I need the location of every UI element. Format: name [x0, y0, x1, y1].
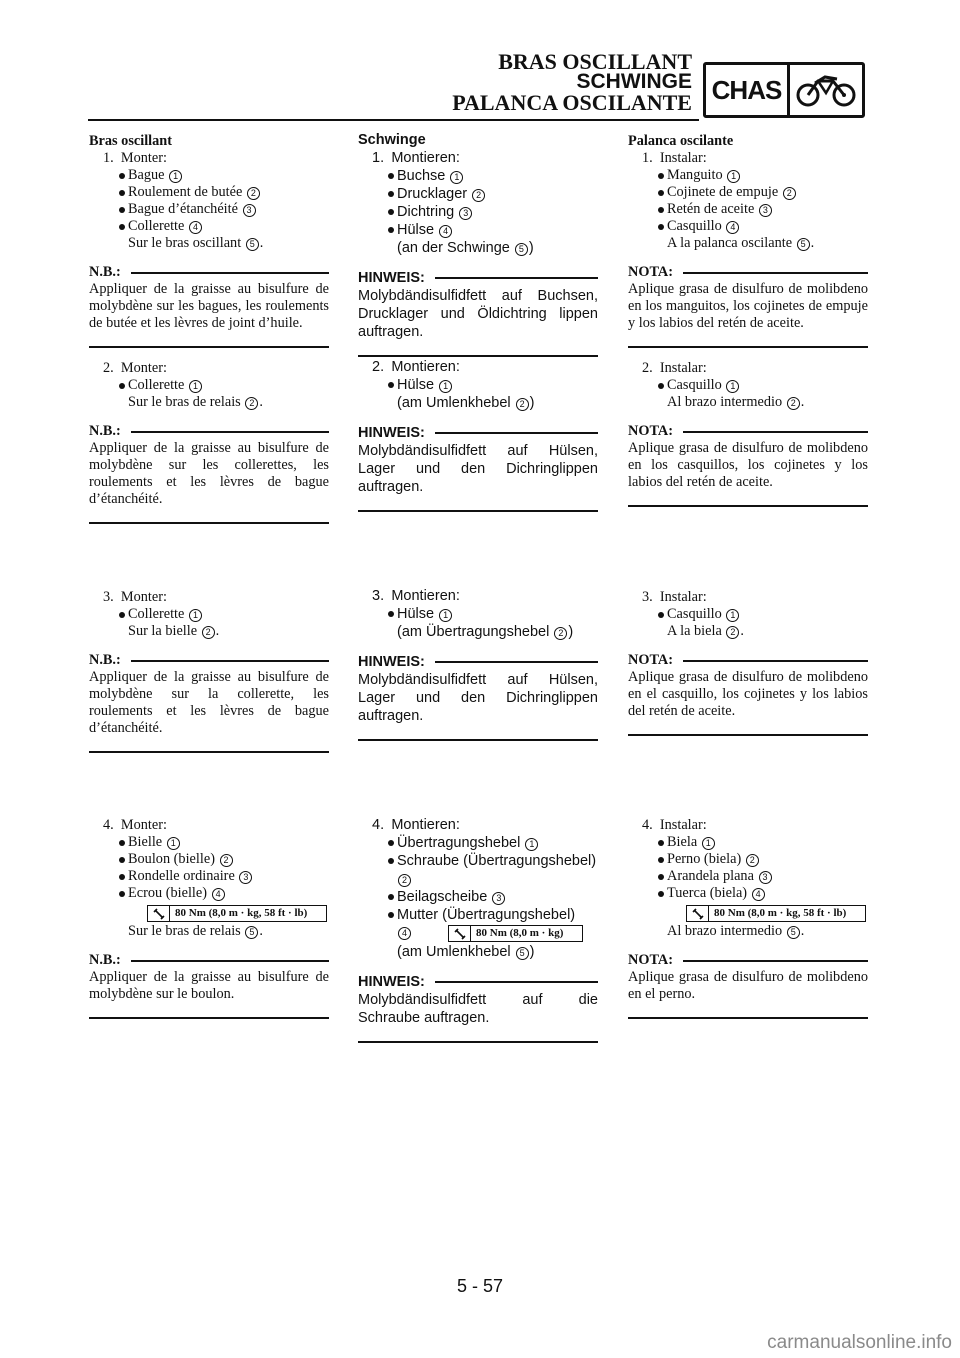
note-end-rule — [628, 505, 868, 507]
callout-number: 5 — [246, 238, 259, 251]
note-rule — [131, 660, 329, 662]
note-block — [89, 952, 329, 1019]
note-label: N.B.: — [89, 652, 121, 668]
step-heading: 1. Monter: — [103, 150, 167, 166]
callout-number: 1 — [439, 609, 452, 622]
part-item — [358, 852, 598, 888]
note-block — [358, 269, 598, 357]
note-end-rule — [89, 522, 329, 524]
callout-number: 2 — [202, 626, 215, 639]
item-text: Rondelle ordinaire — [128, 868, 239, 884]
note-block — [628, 952, 868, 1019]
part-item — [89, 606, 329, 623]
note-label: N.B.: — [89, 423, 121, 439]
part-item — [89, 868, 329, 885]
part-item — [628, 184, 868, 201]
callout-number: 1 — [189, 380, 202, 393]
callout-number: 3 — [759, 204, 772, 217]
callout-number: 1 — [439, 380, 452, 393]
callout-number: 3 — [492, 892, 505, 905]
part-item — [628, 885, 868, 902]
note-text: Molybdändisulfidfett auf Hülsen, Lager und den Dichringlippen auftragen. — [358, 672, 598, 724]
header-rule — [88, 119, 699, 121]
item-suffix: . — [740, 623, 744, 639]
note-rule — [683, 431, 868, 433]
item-text: Al brazo intermedio — [667, 923, 786, 939]
item-suffix: ) — [568, 624, 574, 640]
torque-wrench-icon — [148, 906, 170, 921]
callout-number: 2 — [516, 398, 529, 411]
callout-number: 1 — [189, 609, 202, 622]
note-rule — [131, 272, 329, 274]
part-list — [89, 167, 329, 235]
es-section-2 — [628, 360, 868, 507]
note-heading — [358, 269, 598, 287]
item-text: Boulon (bielle) — [128, 851, 219, 867]
item-text: Perno (biela) — [667, 851, 745, 867]
de-section-1 — [358, 131, 598, 357]
title-french: BRAS OSCILLANT — [498, 49, 692, 74]
callout-number: 2 — [398, 874, 411, 887]
torque-value: 80 Nm (8,0 m · kg, 58 ft · lb) — [175, 907, 308, 919]
part-item — [358, 906, 598, 924]
item-suffix: . — [259, 394, 263, 410]
part-item — [628, 218, 868, 235]
item-text: Bielle — [128, 834, 166, 850]
motorcycle-icon — [790, 65, 862, 115]
part-list — [89, 606, 329, 623]
note-block — [628, 652, 868, 736]
note-text: Aplique grasa de disulfuro de molibdeno en los casquillos, los cojinetes y los labios del retén de aceite. — [628, 440, 868, 490]
item-text: Dichtring — [397, 204, 459, 220]
note-end-rule — [89, 1017, 329, 1019]
part-item — [358, 185, 598, 203]
note-text: Appliquer de la graisse au bisulfure de molybdène sur la collerette, les roulements et les lèvres de bague d’étanchéité. — [89, 669, 329, 736]
item-suffix: . — [810, 235, 815, 251]
note-rule — [683, 272, 868, 274]
part-list — [89, 834, 329, 902]
note-rule — [435, 277, 598, 279]
note-block — [89, 652, 329, 753]
item-text: Schraube (Übertragungshebel) — [397, 853, 597, 869]
note-heading — [358, 973, 598, 991]
note-heading — [89, 264, 329, 281]
es-section-4 — [628, 817, 868, 1019]
note-text: Molybdändisulfidfett auf Buchsen, Drucklager und Öldichtring lippen auftragen. — [358, 288, 598, 340]
item-text: Sur la bielle — [128, 623, 201, 639]
step-heading: 1. Montieren: — [372, 150, 460, 166]
part-list — [628, 377, 868, 394]
step-heading: 2. Monter: — [103, 360, 167, 376]
note-rule — [131, 431, 329, 433]
callout-number: 1 — [702, 837, 715, 850]
item-suffix: . — [215, 623, 220, 639]
item-text: Roulement de butée — [128, 184, 246, 200]
torque-value: 80 Nm (8,0 m · kg, 58 ft · lb) — [714, 907, 847, 919]
step-heading: 3. Instalar: — [642, 589, 707, 605]
es-section-1 — [628, 133, 868, 348]
part-item — [628, 167, 868, 184]
callout-number: 5 — [797, 238, 810, 251]
note-rule — [131, 960, 329, 962]
part-item — [89, 184, 329, 201]
item-text: Ecrou (bielle) — [128, 885, 211, 901]
page-number: 5 - 57 — [456, 1276, 504, 1296]
item-text: Casquillo — [667, 377, 726, 393]
callout-number: 3 — [459, 207, 472, 220]
item-text: Hülse — [397, 606, 439, 622]
part-item — [358, 376, 598, 394]
callout-number: 4 — [752, 888, 765, 901]
item-suffix: ) — [529, 395, 535, 411]
torque-spec — [147, 905, 327, 922]
callout-number: 4 — [398, 927, 411, 940]
part-item — [358, 221, 598, 239]
install-target — [628, 923, 868, 940]
note-block — [628, 423, 868, 507]
item-text: Sur le bras oscillant — [128, 235, 245, 251]
part-item — [89, 167, 329, 184]
callout-number: 2 — [726, 626, 739, 639]
note-label: HINWEIS: — [358, 974, 425, 990]
title-german: SCHWINGE — [576, 70, 692, 93]
item-text: Retén de aceite — [667, 201, 758, 217]
install-target — [358, 943, 598, 961]
callout-number: 5 — [515, 243, 528, 256]
note-end-rule — [628, 346, 868, 348]
callout-number: 2 — [746, 854, 759, 867]
note-label: NOTA: — [628, 264, 674, 280]
install-target — [89, 235, 329, 252]
part-item — [628, 377, 868, 394]
callout-number: 2 — [554, 627, 567, 640]
step-heading: 2. Instalar: — [642, 360, 707, 376]
torque-spec — [686, 905, 866, 922]
callout-number: 5 — [787, 926, 800, 939]
note-heading — [89, 652, 329, 669]
callout-number: 4 — [726, 221, 739, 234]
item-text: Mutter (Übertragungshebel) — [397, 907, 576, 923]
note-end-rule — [358, 510, 598, 512]
part-list — [89, 377, 329, 394]
item-text: Manguito — [667, 167, 727, 183]
item-text: Sur le bras de relais — [128, 394, 245, 410]
item-text: (am Übertragungshebel — [397, 624, 554, 640]
part-item — [628, 851, 868, 868]
item-suffix: ) — [528, 240, 534, 256]
item-text: Beilagscheibe — [397, 889, 492, 905]
item-text: (an der Schwinge — [397, 240, 514, 256]
install-target — [628, 394, 868, 411]
step-heading: 4. Montieren: — [372, 817, 460, 833]
install-target — [89, 394, 329, 411]
item-text: Casquillo — [667, 218, 726, 234]
watermark: carmanualsonline.info — [767, 1332, 952, 1353]
install-target — [89, 623, 329, 640]
callout-number: 4 — [212, 888, 225, 901]
item-text: Hülse — [397, 377, 439, 393]
part-item — [628, 868, 868, 885]
note-rule — [435, 432, 598, 434]
callout-number: 1 — [726, 380, 739, 393]
item-text: Arandela plana — [667, 868, 758, 884]
item-text: Casquillo — [667, 606, 726, 622]
item-text: Drucklager — [397, 186, 472, 202]
callout-number: 5 — [516, 947, 529, 960]
note-heading — [89, 423, 329, 440]
fr-section-4 — [89, 817, 329, 1019]
note-end-rule — [628, 734, 868, 736]
part-item — [358, 834, 598, 852]
part-item — [628, 834, 868, 851]
chassis-badge — [703, 62, 865, 118]
part-list — [358, 605, 598, 623]
callout-number: 1 — [169, 170, 182, 183]
note-rule — [435, 661, 598, 663]
note-text: Appliquer de la graisse au bisulfure de molybdène sur le boulon. — [89, 969, 329, 1002]
note-block — [358, 653, 598, 741]
es-section-3 — [628, 589, 868, 736]
part-item — [89, 885, 329, 902]
page-header — [0, 0, 960, 125]
item-text: Übertragungshebel — [397, 835, 525, 851]
callout-number: 1 — [726, 609, 739, 622]
install-target — [358, 623, 598, 641]
fr-section-2 — [89, 360, 329, 524]
part-item — [89, 834, 329, 851]
note-text: Appliquer de la graisse au bisulfure de molybdène sur les collerettes, les roulements et les lèvres de bague d’étanchéité. — [89, 440, 329, 507]
step-heading: 4. Monter: — [103, 817, 167, 833]
item-text: Al brazo intermedio — [667, 394, 786, 410]
part-item — [358, 167, 598, 185]
step-heading: 3. Monter: — [103, 589, 167, 605]
note-heading — [89, 952, 329, 969]
install-target — [89, 923, 329, 940]
note-label: HINWEIS: — [358, 654, 425, 670]
part-list — [358, 834, 598, 924]
note-end-rule — [358, 1041, 598, 1043]
de-column-title: Schwinge — [358, 132, 426, 148]
callout-number: 1 — [167, 837, 180, 850]
title-spanish: PALANCA OSCILANTE — [452, 90, 692, 115]
es-column-title: Palanca oscilante — [628, 133, 734, 149]
callout-number: 2 — [247, 187, 260, 200]
callout-number: 1 — [525, 838, 538, 851]
note-rule — [683, 960, 868, 962]
item-text: Cojinete de empuje — [667, 184, 782, 200]
torque-spec — [448, 925, 583, 942]
part-item — [358, 605, 598, 623]
item-text: A la palanca oscilante — [667, 235, 796, 251]
callout-number: 2 — [783, 187, 796, 200]
note-label: HINWEIS: — [358, 425, 425, 441]
step-heading: 1. Instalar: — [642, 150, 707, 166]
item-text: Biela — [667, 834, 701, 850]
item-suffix: . — [800, 923, 805, 939]
note-label: N.B.: — [89, 952, 121, 968]
note-rule — [683, 660, 868, 662]
note-block — [358, 424, 598, 512]
torque-wrench-icon — [449, 926, 471, 941]
de-section-4 — [358, 816, 598, 1043]
item-text: Collerette — [128, 218, 188, 234]
note-text: Molybdändisulfidfett auf Hülsen, Lager und den Dichringlippen auftragen. — [358, 443, 598, 495]
note-heading — [628, 952, 868, 969]
item-text: (am Umlenkhebel — [397, 395, 515, 411]
callout-number: 1 — [450, 171, 463, 184]
part-list — [628, 167, 868, 235]
torque-value: 80 Nm (8,0 m · kg) — [476, 927, 564, 939]
note-label: HINWEIS: — [358, 270, 425, 286]
callout-number: 3 — [243, 204, 256, 217]
part-item — [89, 201, 329, 218]
install-target — [628, 623, 868, 640]
install-target — [358, 239, 598, 257]
install-target — [628, 235, 868, 252]
callout-number: 2 — [245, 397, 258, 410]
note-heading — [628, 652, 868, 669]
part-item — [89, 851, 329, 868]
note-text: Aplique grasa de disulfuro de molibdeno en el perno. — [628, 969, 868, 1002]
item-suffix: ) — [529, 944, 535, 960]
install-target — [358, 394, 598, 412]
chassis-label: CHAS — [706, 65, 790, 115]
callout-number: 2 — [220, 854, 233, 867]
part-item — [358, 203, 598, 221]
note-text: Aplique grasa de disulfuro de molibdeno en el casquillo, los cojinetes y los labios del retén de aceite. — [628, 669, 868, 719]
callout-number: 5 — [245, 926, 258, 939]
note-label: NOTA: — [628, 652, 674, 668]
item-suffix: . — [259, 235, 264, 251]
part-item — [89, 377, 329, 394]
item-text: Hülse — [397, 222, 439, 238]
callout-number: 1 — [727, 170, 740, 183]
item-text: Collerette — [128, 606, 188, 622]
note-label: NOTA: — [628, 952, 674, 968]
part-list — [628, 834, 868, 902]
part-item — [358, 888, 598, 906]
callout-number: 3 — [239, 871, 252, 884]
item-suffix: . — [259, 923, 263, 939]
item-text: Bague — [128, 167, 169, 183]
torque-row — [358, 924, 598, 943]
part-item — [89, 218, 329, 235]
note-end-rule — [358, 355, 598, 357]
de-section-3 — [358, 587, 598, 741]
step-heading: 4. Instalar: — [642, 817, 707, 833]
note-label: NOTA: — [628, 423, 674, 439]
torque-wrench-icon — [687, 906, 709, 921]
item-text: Sur le bras de relais — [128, 923, 245, 939]
fr-section-3 — [89, 589, 329, 753]
note-end-rule — [628, 1017, 868, 1019]
part-item — [628, 606, 868, 623]
note-block — [89, 264, 329, 348]
note-text: Molybdändisulfidfett auf die Schraube auftragen. — [358, 992, 598, 1026]
fr-column-title: Bras oscillant — [89, 133, 173, 149]
note-heading — [628, 264, 868, 281]
note-heading — [628, 423, 868, 440]
item-text: (am Umlenkhebel — [397, 944, 515, 960]
item-text: Tuerca (biela) — [667, 885, 751, 901]
part-item — [628, 201, 868, 218]
callout-number: 3 — [759, 871, 772, 884]
note-heading — [358, 424, 598, 442]
callout-number: 4 — [189, 221, 202, 234]
item-text: A la biela — [667, 623, 726, 639]
note-heading — [358, 653, 598, 671]
note-end-rule — [89, 346, 329, 348]
callout-number: 2 — [472, 189, 485, 202]
note-block — [628, 264, 868, 348]
step-heading: 2. Montieren: — [372, 359, 460, 375]
step-heading: 3. Montieren: — [372, 588, 460, 604]
fr-section-1 — [89, 133, 329, 348]
part-list — [358, 376, 598, 394]
callout-number: 4 — [439, 225, 452, 238]
part-list — [358, 167, 598, 239]
part-list — [628, 606, 868, 623]
item-suffix: . — [800, 394, 805, 410]
item-text: Buchse — [397, 168, 450, 184]
note-text: Aplique grasa de disulfuro de molibdeno en los manguitos, los cojinetes de empuje y los labios del retén de aceite. — [628, 281, 868, 331]
note-end-rule — [358, 739, 598, 741]
note-block — [358, 973, 598, 1043]
item-text: Bague d’étanchéité — [128, 201, 242, 217]
note-end-rule — [89, 751, 329, 753]
item-text: Collerette — [128, 377, 188, 393]
note-rule — [435, 981, 598, 983]
note-label: N.B.: — [89, 264, 121, 280]
de-section-2 — [358, 358, 598, 512]
callout-number: 2 — [787, 397, 800, 410]
note-block — [89, 423, 329, 524]
note-text: Appliquer de la graisse au bisulfure de molybdène sur les bagues, les roulements de butée et les lèvres de joint d’huile. — [89, 281, 329, 331]
